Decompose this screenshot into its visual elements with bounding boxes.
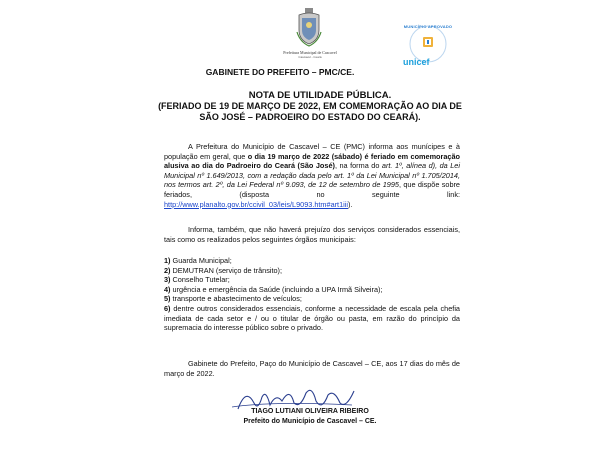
prefeitura-name: Prefeitura Municipal de Cascavel bbox=[283, 50, 337, 55]
law-link[interactable]: http://www.planalto.gov.br/ccivil_03/leis/L9093.htm#art1iii bbox=[164, 199, 349, 209]
paragraph-legal-reference: art. 1º, alínea d), da Lei Municipal nº 1.649/2013, com a redação dada pelo art. 1º da Lei Municipal nº 1.705/2014, nos termos art. 2º, da Lei Federal nº 9.093, de 12 de setembro de 1995 bbox=[164, 161, 460, 190]
list-item: 1) Guarda Municipal; bbox=[164, 256, 232, 265]
signatory-name: TIAGO LUTIANI OLIVEIRA RIBEIRO bbox=[251, 408, 369, 415]
paragraph-text: Gabinete do Prefeito, Paço do Município de Cascavel – CE, aos 17 dias do mês de março de 2022. bbox=[164, 359, 460, 378]
signatory-title: Prefeito do Município de Cascavel – CE. bbox=[243, 418, 377, 425]
document-title: NOTA DE UTILIDADE PÚBLICA. bbox=[248, 90, 392, 101]
paragraph-text: , que dispõe sobre feriados, (disposta no seguinte link: bbox=[164, 180, 460, 199]
paragraph-text: Informa, também, que não haverá prejuízo dos serviços considerados essenciais, tais como os realizados pelos seguintes órgãos municipais: bbox=[164, 225, 460, 244]
list-item: 2) DEMUTRAN (serviço de trânsito); bbox=[164, 265, 283, 275]
selo-label: MUNICÍPIO APROVADO bbox=[403, 24, 453, 29]
coat-of-arms-icon bbox=[296, 8, 322, 48]
paragraph-services bbox=[164, 225, 460, 244]
paragraph-closing bbox=[164, 359, 460, 378]
paragraph-highlight: o dia 19 março de 2022 (sábado) é feriado em comemoração alusiva ao dia do Padroeiro do Ceará (São José) bbox=[164, 151, 460, 171]
services-list bbox=[164, 256, 460, 333]
list-item: 5) transporte e abastecimento de veículos; bbox=[164, 294, 302, 304]
document-subtitle: (FERIADO DE 19 DE MARÇO DE 2022, EM COMEMORAÇÃO AO DIA DE SÃO JOSÉ – PADROEIRO DO ESTADO DO CEARÁ). bbox=[158, 101, 462, 122]
paragraph-announcement bbox=[164, 142, 460, 209]
paragraph-text: A Prefeitura do Município de Cascavel – CE (PMC) informa aos munícipes e à população em geral, que bbox=[164, 142, 460, 161]
gabinete-heading: GABINETE DO PREFEITO – PMC/CE. bbox=[205, 67, 355, 77]
unicef-logo: unicef bbox=[403, 57, 430, 67]
list-item: 4) urgência e emergência da Saúde (incluindo a UPA Irmã Silveira); bbox=[164, 284, 383, 294]
list-item: 6) dentre outros considerados essenciais, conforme a necessidade de escala pela chefia imediata de cada setor e / ou o titular de órgão ou pasta, em razão do princípio da supremacia do interesse público sobre o privado. bbox=[164, 303, 460, 333]
prefeitura-subtitle: Cascavel - Ceará bbox=[298, 55, 322, 59]
paragraph-text: , na forma do bbox=[334, 161, 382, 171]
paragraph-text: ). bbox=[348, 199, 353, 209]
list-item: 3) Conselho Tutelar; bbox=[164, 275, 230, 285]
